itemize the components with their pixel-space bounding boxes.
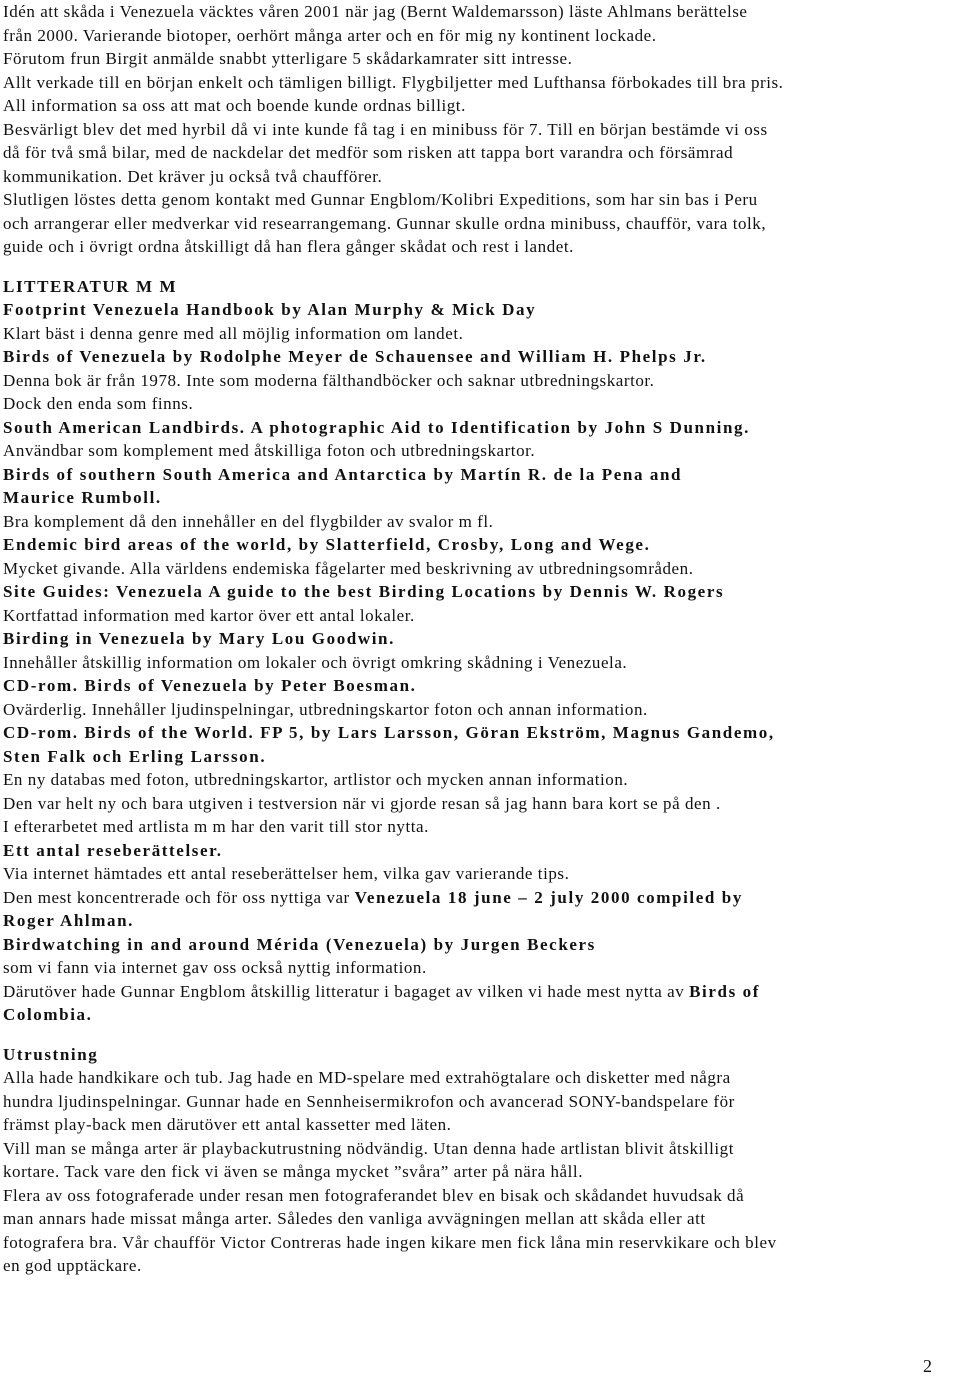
report-title: Venezuela 18 june – 2 july 2000 compiled by: [354, 887, 743, 907]
book-note: En ny databas med foton, utbredningskartor, artlistor och mycken annan information.: [3, 770, 629, 789]
text-line: Alla hade handkikare och tub. Jag hade en MD-spelare med extrahögtalare och disketter med några: [3, 1068, 731, 1087]
text-line: från 2000. Varierande biotoper, oerhört många arter och en för mig ny kontinent lockade.: [3, 25, 657, 45]
text-line: All information sa oss att mat och boende kunde ordnas billigt.: [3, 96, 466, 115]
book-title: Ett antal reseberättelser.: [3, 840, 223, 860]
page-number: 2: [923, 1356, 932, 1376]
final-book-title-continued: Colombia.: [3, 1005, 93, 1024]
book-note: I efterarbetet med artlista m m har den varit till stor nytta.: [3, 817, 429, 836]
report-text: Den mest koncentrerade och för oss nyttiga var: [3, 887, 355, 907]
final-book-title: Birds of: [689, 981, 760, 1001]
book-note: Bra komplement då den innehåller en del flygbilder av svalor m fl.: [3, 511, 494, 531]
book-note: Kortfattad information med kartor över ett antal lokaler.: [3, 605, 415, 625]
book-title: CD-rom. Birds of the World. FP 5, by Lars Larsson, Göran Ekström, Magnus Gandemo,: [3, 723, 775, 742]
book-note: Användbar som komplement med åtskilliga foton och utbredningskartor.: [3, 441, 536, 460]
intro-paragraph: [3, 0, 953, 259]
book-title-continued: Sten Falk och Erling Larsson.: [3, 746, 267, 766]
book-title: Birding in Venezuela by Mary Lou Goodwin.: [3, 629, 395, 648]
report-line: [3, 886, 953, 910]
text-line: främst play-back men därutöver ett antal kassetter med läten.: [3, 1115, 452, 1134]
book-title: CD-rom. Birds of Venezuela by Peter Boesman.: [3, 676, 417, 695]
book-title: Site Guides: Venezuela A guide to the best Birding Locations by Dennis W. Rogers: [3, 582, 725, 601]
text-line: kortare. Tack vare den fick vi även se många mycket ”svåra” arter på nära håll.: [3, 1162, 584, 1181]
text-line: man annars hade missat många arter. Således den vanliga avvägningen mellan att skåda eller att: [3, 1209, 706, 1228]
book-note: Klart bäst i denna genre med all möjlig information om landet.: [3, 323, 464, 343]
text-line: fotografera bra. Vår chaufför Victor Contreras hade ingen kikare men fick låna min reservkikare och blev: [3, 1232, 777, 1252]
text-line: kommunikation. Det kräver ju också två chaufförer.: [3, 166, 383, 186]
final-literature-line: [3, 980, 953, 1004]
book-title: Footprint Venezuela Handbook by Alan Murphy & Mick Day: [3, 300, 537, 319]
report-author: Roger Ahlman.: [3, 911, 134, 930]
text-line: Allt verkade till en början enkelt och tämligen billigt. Flygbiljetter med Lufthansa förbokades till bra pris.: [3, 72, 784, 92]
text-line: Förutom frun Birgit anmälde snabbt ytterligare 5 skådarkamrater sitt intresse.: [3, 49, 573, 68]
book-title: South American Landbirds. A photographic Aid to Identification by John S Dunning.: [3, 417, 750, 437]
book-title: Birds of Venezuela by Rodolphe Meyer de Schauensee and William H. Phelps Jr.: [3, 347, 707, 366]
text-line: Idén att skåda i Venezuela väcktes våren 2001 när jag (Bernt Waldemarsson) läste Ahlmans berättelse: [3, 2, 748, 21]
book-title-continued: Maurice Rumboll.: [3, 488, 162, 507]
text-line: Besvärligt blev det med hyrbil då vi inte kunde få tag i en minibuss för 7. Till en början bestämde vi oss: [3, 119, 768, 139]
book-note: Mycket givande. Alla världens endemiska fågelarter med beskrivning av utbredningsområden.: [3, 558, 694, 578]
book-title: Birdwatching in and around Mérida (Venezuela) by Jurgen Beckers: [3, 934, 596, 954]
text-line: en god upptäckare.: [3, 1256, 142, 1275]
text-line: Vill man se många arter är playbackutrustning nödvändig. Utan denna hade artlistan blivit åtskilligt: [3, 1138, 734, 1158]
text-line: hundra ljudinspelningar. Gunnar hade en Sennheisermikrofon och avancerad SONY-bandspelare för: [3, 1091, 735, 1111]
equipment-section: [3, 1043, 953, 1278]
text-line: Slutligen löstes detta genom kontakt med Gunnar Engblom/Kolibri Expeditions, som har sin bas i Peru: [3, 190, 758, 209]
book-note: som vi fann via internet gav oss också nyttig information.: [3, 958, 427, 977]
book-note: Via internet hämtades ett antal reseberättelser hem, vilka gav varierande tips.: [3, 864, 570, 883]
text-line: guide och i övrigt ordna åtskilligt då han flera gånger skådat och rest i landet.: [3, 237, 574, 256]
text-line: och arrangerar eller medverkar vid researrangemang. Gunnar skulle ordna minibuss, chaufför, vara tolk,: [3, 213, 767, 233]
book-note: Innehåller åtskillig information om lokaler och övrigt omkring skådning i Venezuela.: [3, 652, 628, 672]
final-text: Därutöver hade Gunnar Engblom åtskillig litteratur i bagaget av vilken vi hade mest nytta av: [3, 981, 690, 1001]
literature-section: [3, 275, 953, 1027]
document-page: [3, 0, 953, 1278]
book-title: Birds of southern South America and Antarctica by Martín R. de la Pena and: [3, 464, 683, 484]
text-line: Flera av oss fotograferade under resan men fotograferandet blev en bisak och skådandet huvudsak då: [3, 1185, 745, 1205]
book-note: Den var helt ny och bara utgiven i testversion när vi gjorde resan så jag hann bara kort se på den .: [3, 793, 721, 813]
book-note: Ovärderlig. Innehåller ljudinspelningar, utbredningskartor foton och annan information.: [3, 699, 648, 719]
section-heading: LITTERATUR M M: [3, 276, 178, 296]
book-note: Denna bok är från 1978. Inte som moderna fälthandböcker och saknar utbredningskartor.: [3, 370, 655, 390]
book-note: Dock den enda som finns.: [3, 394, 194, 413]
text-line: då för två små bilar, med de nackdelar det medför som risken att tappa bort varandra och försämrad: [3, 143, 734, 162]
book-title: Endemic bird areas of the world, by Slatterfield, Crosby, Long and Wege.: [3, 535, 651, 554]
section-heading: Utrustning: [3, 1044, 99, 1064]
